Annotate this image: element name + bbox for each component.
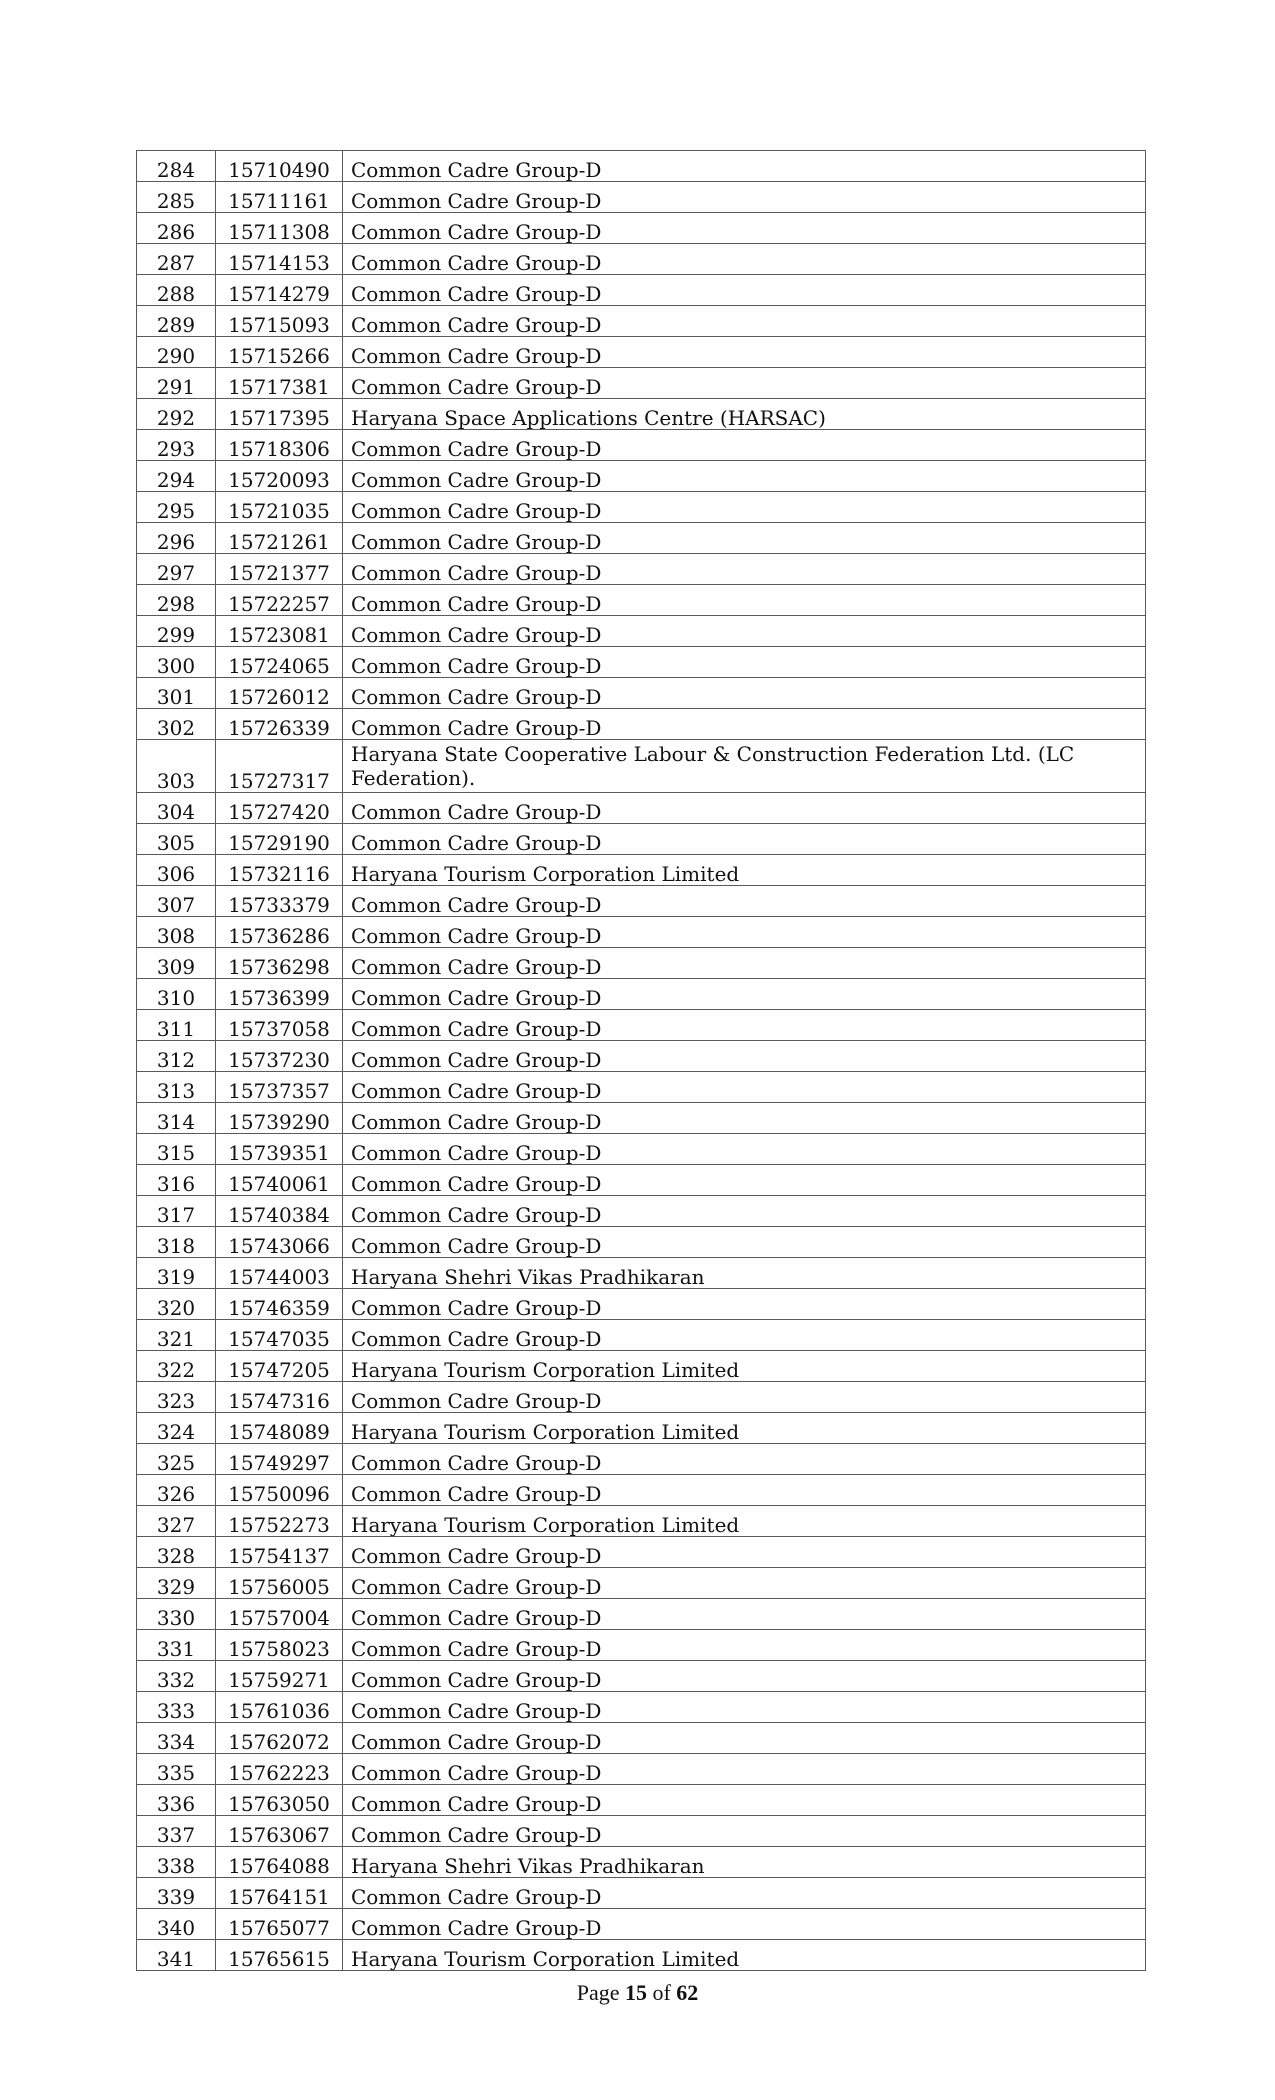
serial-number-cell: 321 — [137, 1320, 216, 1351]
department-cell: Common Cadre Group-D — [343, 1816, 1146, 1847]
table-row — [137, 368, 1146, 399]
table-row — [137, 709, 1146, 740]
department-cell: Common Cadre Group-D — [343, 1072, 1146, 1103]
table-row — [137, 1878, 1146, 1909]
table-row — [137, 306, 1146, 337]
table-row — [137, 1351, 1146, 1382]
department-cell: Common Cadre Group-D — [343, 979, 1146, 1010]
table-row — [137, 1041, 1146, 1072]
id-number-cell: 15740061 — [216, 1165, 343, 1196]
serial-number-cell: 317 — [137, 1196, 216, 1227]
id-number-cell: 15761036 — [216, 1692, 343, 1723]
serial-number-cell: 290 — [137, 337, 216, 368]
serial-number-cell: 340 — [137, 1909, 216, 1940]
department-cell: Common Cadre Group-D — [343, 1754, 1146, 1785]
department-cell: Common Cadre Group-D — [343, 1537, 1146, 1568]
table-row — [137, 886, 1146, 917]
table-row — [137, 948, 1146, 979]
table-row — [137, 1692, 1146, 1723]
serial-number-cell: 309 — [137, 948, 216, 979]
department-cell: Common Cadre Group-D — [343, 1041, 1146, 1072]
table-row — [137, 740, 1146, 793]
serial-number-cell: 307 — [137, 886, 216, 917]
department-cell: Common Cadre Group-D — [343, 678, 1146, 709]
id-number-cell: 15726339 — [216, 709, 343, 740]
serial-number-cell: 323 — [137, 1382, 216, 1413]
department-cell: Common Cadre Group-D — [343, 151, 1146, 182]
id-number-cell: 15752273 — [216, 1506, 343, 1537]
department-cell: Common Cadre Group-D — [343, 585, 1146, 616]
serial-number-cell: 331 — [137, 1630, 216, 1661]
department-cell: Common Cadre Group-D — [343, 492, 1146, 523]
serial-number-cell: 300 — [137, 647, 216, 678]
serial-number-cell: 298 — [137, 585, 216, 616]
id-number-cell: 15721377 — [216, 554, 343, 585]
department-cell: Common Cadre Group-D — [343, 1165, 1146, 1196]
id-number-cell: 15756005 — [216, 1568, 343, 1599]
id-number-cell: 15727420 — [216, 793, 343, 824]
department-cell: Common Cadre Group-D — [343, 275, 1146, 306]
department-cell: Haryana Shehri Vikas Pradhikaran — [343, 1847, 1146, 1878]
id-number-cell: 15732116 — [216, 855, 343, 886]
id-number-cell: 15743066 — [216, 1227, 343, 1258]
table-row — [137, 585, 1146, 616]
table-row — [137, 979, 1146, 1010]
serial-number-cell: 302 — [137, 709, 216, 740]
id-number-cell: 15733379 — [216, 886, 343, 917]
table-row — [137, 647, 1146, 678]
table-row — [137, 616, 1146, 647]
department-cell: Haryana Tourism Corporation Limited — [343, 855, 1146, 886]
serial-number-cell: 287 — [137, 244, 216, 275]
id-number-cell: 15736286 — [216, 917, 343, 948]
department-cell: Common Cadre Group-D — [343, 1103, 1146, 1134]
department-cell: Common Cadre Group-D — [343, 1444, 1146, 1475]
table-row — [137, 461, 1146, 492]
department-cell: Common Cadre Group-D — [343, 886, 1146, 917]
serial-number-cell: 322 — [137, 1351, 216, 1382]
id-number-cell: 15711161 — [216, 182, 343, 213]
serial-number-cell: 288 — [137, 275, 216, 306]
id-number-cell: 15724065 — [216, 647, 343, 678]
serial-number-cell: 324 — [137, 1413, 216, 1444]
department-cell: Haryana Tourism Corporation Limited — [343, 1506, 1146, 1537]
id-number-cell: 15714153 — [216, 244, 343, 275]
department-cell: Common Cadre Group-D — [343, 461, 1146, 492]
id-number-cell: 15765077 — [216, 1909, 343, 1940]
table-row — [137, 1630, 1146, 1661]
department-cell: Common Cadre Group-D — [343, 948, 1146, 979]
department-cell: Common Cadre Group-D — [343, 368, 1146, 399]
department-cell: Haryana Shehri Vikas Pradhikaran — [343, 1258, 1146, 1289]
serial-number-cell: 315 — [137, 1134, 216, 1165]
department-cell: Common Cadre Group-D — [343, 1909, 1146, 1940]
serial-number-cell: 332 — [137, 1661, 216, 1692]
id-number-cell: 15710490 — [216, 151, 343, 182]
table-row — [137, 492, 1146, 523]
serial-number-cell: 289 — [137, 306, 216, 337]
serial-number-cell: 308 — [137, 917, 216, 948]
id-number-cell: 15747035 — [216, 1320, 343, 1351]
department-cell: Common Cadre Group-D — [343, 1661, 1146, 1692]
table-row — [137, 1072, 1146, 1103]
serial-number-cell: 316 — [137, 1165, 216, 1196]
id-number-cell: 15723081 — [216, 616, 343, 647]
table-row — [137, 1134, 1146, 1165]
id-number-cell: 15746359 — [216, 1289, 343, 1320]
id-number-cell: 15764151 — [216, 1878, 343, 1909]
serial-number-cell: 311 — [137, 1010, 216, 1041]
table-row — [137, 1289, 1146, 1320]
table-row — [137, 917, 1146, 948]
serial-number-cell: 335 — [137, 1754, 216, 1785]
id-number-cell: 15759271 — [216, 1661, 343, 1692]
table-row — [137, 1754, 1146, 1785]
department-cell: Common Cadre Group-D — [343, 554, 1146, 585]
serial-number-cell: 320 — [137, 1289, 216, 1320]
table-row — [137, 151, 1146, 182]
serial-number-cell: 313 — [137, 1072, 216, 1103]
serial-number-cell: 306 — [137, 855, 216, 886]
serial-number-cell: 341 — [137, 1940, 216, 1971]
serial-number-cell: 312 — [137, 1041, 216, 1072]
serial-number-cell: 314 — [137, 1103, 216, 1134]
id-number-cell: 15721261 — [216, 523, 343, 554]
id-number-cell: 15764088 — [216, 1847, 343, 1878]
department-cell: Common Cadre Group-D — [343, 1599, 1146, 1630]
department-cell: Common Cadre Group-D — [343, 1196, 1146, 1227]
department-cell: Common Cadre Group-D — [343, 616, 1146, 647]
id-number-cell: 15726012 — [216, 678, 343, 709]
serial-number-cell: 286 — [137, 213, 216, 244]
id-number-cell: 15750096 — [216, 1475, 343, 1506]
table-row — [137, 1816, 1146, 1847]
department-cell: Common Cadre Group-D — [343, 709, 1146, 740]
department-cell: Common Cadre Group-D — [343, 1289, 1146, 1320]
serial-number-cell: 319 — [137, 1258, 216, 1289]
department-cell: Common Cadre Group-D — [343, 793, 1146, 824]
department-cell: Common Cadre Group-D — [343, 824, 1146, 855]
serial-number-cell: 338 — [137, 1847, 216, 1878]
department-cell: Common Cadre Group-D — [343, 306, 1146, 337]
table-row — [137, 1475, 1146, 1506]
id-number-cell: 15744003 — [216, 1258, 343, 1289]
serial-number-cell: 304 — [137, 793, 216, 824]
table-row — [137, 1382, 1146, 1413]
serial-number-cell: 327 — [137, 1506, 216, 1537]
serial-number-cell: 310 — [137, 979, 216, 1010]
department-cell: Common Cadre Group-D — [343, 1320, 1146, 1351]
table-row — [137, 1103, 1146, 1134]
id-number-cell: 15736399 — [216, 979, 343, 1010]
serial-number-cell: 303 — [137, 740, 216, 793]
table-row — [137, 1785, 1146, 1816]
serial-number-cell: 294 — [137, 461, 216, 492]
id-number-cell: 15737357 — [216, 1072, 343, 1103]
department-cell: Haryana Space Applications Centre (HARSAC) — [343, 399, 1146, 430]
footer-separator: of — [652, 1980, 671, 2005]
id-number-cell: 15718306 — [216, 430, 343, 461]
department-cell: Common Cadre Group-D — [343, 523, 1146, 554]
table-row — [137, 824, 1146, 855]
serial-number-cell: 336 — [137, 1785, 216, 1816]
id-number-cell: 15737230 — [216, 1041, 343, 1072]
table-row — [137, 213, 1146, 244]
department-cell: Common Cadre Group-D — [343, 1475, 1146, 1506]
table-row — [137, 244, 1146, 275]
serial-number-cell: 305 — [137, 824, 216, 855]
id-number-cell: 15739290 — [216, 1103, 343, 1134]
footer-prefix: Page — [576, 1980, 620, 2005]
table-row — [137, 1599, 1146, 1630]
serial-number-cell: 285 — [137, 182, 216, 213]
department-cell: Common Cadre Group-D — [343, 917, 1146, 948]
table-row — [137, 1227, 1146, 1258]
serial-number-cell: 329 — [137, 1568, 216, 1599]
department-cell: Common Cadre Group-D — [343, 430, 1146, 461]
id-number-cell: 15754137 — [216, 1537, 343, 1568]
id-number-cell: 15727317 — [216, 740, 343, 793]
department-cell: Haryana Tourism Corporation Limited — [343, 1940, 1146, 1971]
id-number-cell: 15722257 — [216, 585, 343, 616]
department-cell: Haryana Tourism Corporation Limited — [343, 1351, 1146, 1382]
department-cell: Common Cadre Group-D — [343, 213, 1146, 244]
table-row — [137, 1413, 1146, 1444]
department-cell: Common Cadre Group-D — [343, 1692, 1146, 1723]
table-row — [137, 275, 1146, 306]
serial-number-cell: 326 — [137, 1475, 216, 1506]
serial-number-cell: 301 — [137, 678, 216, 709]
id-number-cell: 15748089 — [216, 1413, 343, 1444]
id-number-cell: 15749297 — [216, 1444, 343, 1475]
serial-number-cell: 284 — [137, 151, 216, 182]
id-number-cell: 15711308 — [216, 213, 343, 244]
table-row — [137, 1444, 1146, 1475]
table-row — [137, 1165, 1146, 1196]
id-number-cell: 15737058 — [216, 1010, 343, 1041]
table-row — [137, 855, 1146, 886]
table-row — [137, 430, 1146, 461]
serial-number-cell: 297 — [137, 554, 216, 585]
page-footer — [0, 1980, 1275, 2006]
serial-number-cell: 334 — [137, 1723, 216, 1754]
table-row — [137, 1940, 1146, 1971]
table-row — [137, 1661, 1146, 1692]
table-row — [137, 1196, 1146, 1227]
department-cell: Common Cadre Group-D — [343, 1878, 1146, 1909]
table-row — [137, 182, 1146, 213]
table-row — [137, 1909, 1146, 1940]
table-row — [137, 678, 1146, 709]
serial-number-cell: 296 — [137, 523, 216, 554]
table-row — [137, 554, 1146, 585]
table-row — [137, 1537, 1146, 1568]
table-row — [137, 1010, 1146, 1041]
department-cell: Common Cadre Group-D — [343, 244, 1146, 275]
id-number-cell: 15721035 — [216, 492, 343, 523]
serial-number-cell: 291 — [137, 368, 216, 399]
department-cell: Common Cadre Group-D — [343, 1723, 1146, 1754]
table-row — [137, 523, 1146, 554]
department-cell: Common Cadre Group-D — [343, 1630, 1146, 1661]
id-number-cell: 15747316 — [216, 1382, 343, 1413]
department-cell: Common Cadre Group-D — [343, 337, 1146, 368]
table-row — [137, 1258, 1146, 1289]
id-number-cell: 15758023 — [216, 1630, 343, 1661]
serial-number-cell: 330 — [137, 1599, 216, 1630]
id-number-cell: 15762223 — [216, 1754, 343, 1785]
total-pages-number: 62 — [676, 1980, 699, 2005]
id-number-cell: 15729190 — [216, 824, 343, 855]
table-row — [137, 1568, 1146, 1599]
table-body — [137, 151, 1146, 1971]
department-cell: Common Cadre Group-D — [343, 647, 1146, 678]
serial-number-cell: 339 — [137, 1878, 216, 1909]
serial-number-cell: 325 — [137, 1444, 216, 1475]
allocation-table — [136, 150, 1146, 1971]
department-cell: Common Cadre Group-D — [343, 1010, 1146, 1041]
serial-number-cell: 292 — [137, 399, 216, 430]
serial-number-cell: 318 — [137, 1227, 216, 1258]
serial-number-cell: 337 — [137, 1816, 216, 1847]
id-number-cell: 15763050 — [216, 1785, 343, 1816]
department-cell: Common Cadre Group-D — [343, 182, 1146, 213]
table-row — [137, 1723, 1146, 1754]
serial-number-cell: 333 — [137, 1692, 216, 1723]
current-page-number: 15 — [624, 1980, 647, 2005]
department-cell: Haryana Tourism Corporation Limited — [343, 1413, 1146, 1444]
id-number-cell: 15765615 — [216, 1940, 343, 1971]
id-number-cell: 15715266 — [216, 337, 343, 368]
department-cell: Common Cadre Group-D — [343, 1785, 1146, 1816]
table-row — [137, 399, 1146, 430]
department-cell: Common Cadre Group-D — [343, 1568, 1146, 1599]
id-number-cell: 15714279 — [216, 275, 343, 306]
table-row — [137, 1506, 1146, 1537]
id-number-cell: 15763067 — [216, 1816, 343, 1847]
id-number-cell: 15736298 — [216, 948, 343, 979]
department-cell: Common Cadre Group-D — [343, 1227, 1146, 1258]
id-number-cell: 15740384 — [216, 1196, 343, 1227]
id-number-cell: 15739351 — [216, 1134, 343, 1165]
table-row — [137, 793, 1146, 824]
table-row — [137, 1847, 1146, 1878]
serial-number-cell: 293 — [137, 430, 216, 461]
department-cell: Common Cadre Group-D — [343, 1134, 1146, 1165]
id-number-cell: 15747205 — [216, 1351, 343, 1382]
id-number-cell: 15717395 — [216, 399, 343, 430]
table-row — [137, 1320, 1146, 1351]
department-cell: Common Cadre Group-D — [343, 1382, 1146, 1413]
serial-number-cell: 299 — [137, 616, 216, 647]
id-number-cell: 15762072 — [216, 1723, 343, 1754]
serial-number-cell: 328 — [137, 1537, 216, 1568]
id-number-cell: 15720093 — [216, 461, 343, 492]
id-number-cell: 15715093 — [216, 306, 343, 337]
department-cell: Haryana State Cooperative Labour & Construction Federation Ltd. (LC Federation). — [343, 740, 1146, 793]
id-number-cell: 15757004 — [216, 1599, 343, 1630]
id-number-cell: 15717381 — [216, 368, 343, 399]
table-row — [137, 337, 1146, 368]
serial-number-cell: 295 — [137, 492, 216, 523]
